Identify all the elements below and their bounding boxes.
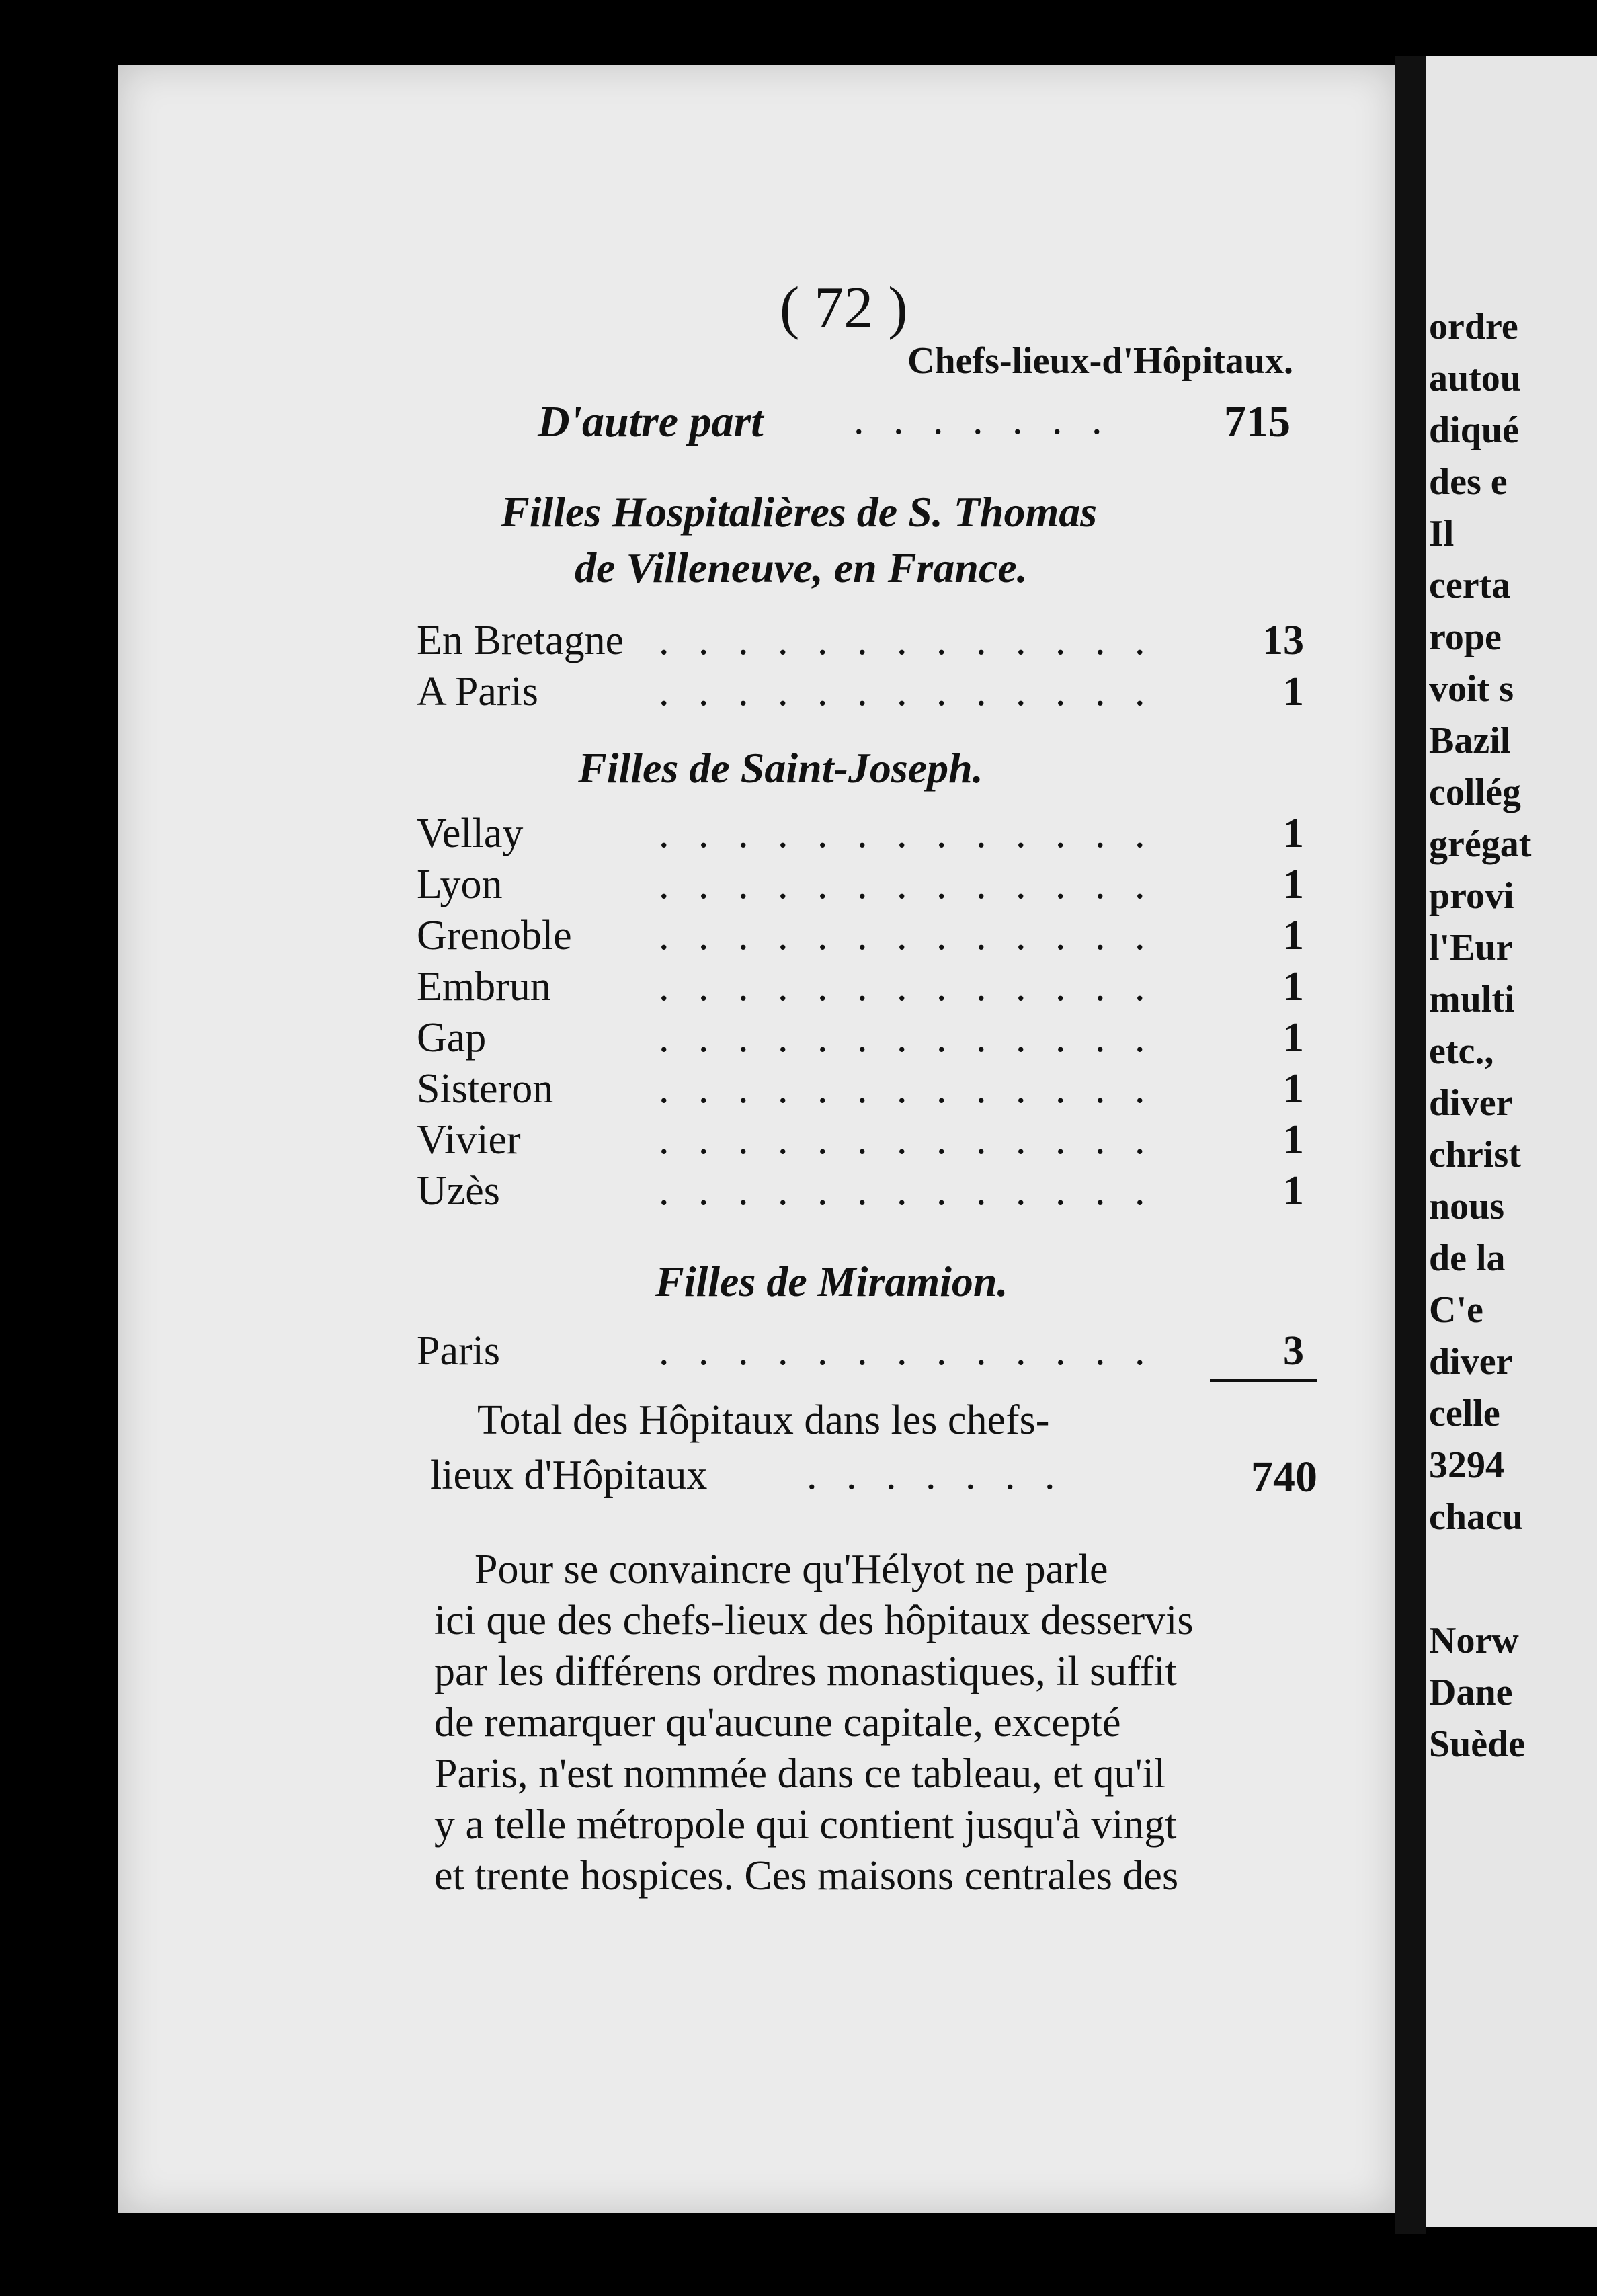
place-name: Sisteron <box>417 1066 554 1112</box>
place-name: Vivier <box>417 1117 521 1163</box>
ledger-row <box>417 963 1304 1014</box>
facing-page-fragment: autou <box>1429 358 1521 399</box>
hospital-count: 1 <box>1283 964 1304 1010</box>
place-name: A Paris <box>417 669 538 714</box>
place-name: Vellay <box>417 811 524 856</box>
paragraph-line: Paris, n'est nommée dans ce tableau, et qu'il <box>434 1751 1166 1797</box>
ledger-row <box>417 617 1304 668</box>
facing-page-fragment: de la <box>1429 1237 1506 1279</box>
hospital-count: 3 <box>1283 1328 1304 1374</box>
hospital-count: 1 <box>1283 669 1304 714</box>
dot-leader: . . . . . . . . . . . . . <box>659 964 1155 1010</box>
ledger-row <box>417 912 1304 963</box>
facing-page-fragment: rope <box>1429 616 1502 658</box>
dot-leader: . . . . . . . . . . . . . <box>659 1015 1155 1061</box>
place-name: Paris <box>417 1328 500 1374</box>
paragraph-line: y a telle métropole qui contient jusqu'à vingt <box>434 1802 1177 1848</box>
dot-leader: . . . . . . . . . . . . . <box>659 862 1155 907</box>
hospital-count: 1 <box>1283 811 1304 856</box>
dot-leader: . . . . . . . . . . . . . <box>659 1168 1155 1214</box>
facing-page-fragment: chacu <box>1429 1496 1523 1538</box>
facing-page-fragment: provi <box>1429 875 1514 917</box>
facing-page-fragment: celle <box>1429 1393 1500 1434</box>
dot-leader: . . . . . . . . . . . . . <box>659 1066 1155 1112</box>
place-name: En Bretagne <box>417 618 624 663</box>
place-name: Uzès <box>417 1168 500 1214</box>
hospital-count: 1 <box>1283 1015 1304 1061</box>
facing-page-fragment: diver <box>1429 1082 1513 1124</box>
hospital-count: 1 <box>1283 913 1304 958</box>
facing-page-fragment: voit s <box>1429 668 1514 710</box>
place-name: Lyon <box>417 862 503 907</box>
total-value: 740 <box>1251 1452 1317 1502</box>
dot-leader: . . . . . . . . . . . . . <box>659 618 1155 663</box>
dot-leader: . . . . . . . . . . . . . <box>659 811 1155 856</box>
total-line-1: Total des Hôpitaux dans les chefs- <box>477 1397 1050 1443</box>
hospital-count: 1 <box>1283 862 1304 907</box>
hospital-count: 1 <box>1283 1168 1304 1214</box>
paragraph-line: Pour se convaincre qu'Hélyot ne parle <box>475 1547 1108 1592</box>
total-row <box>430 1452 1317 1503</box>
facing-page-fragment: C'e <box>1429 1289 1483 1331</box>
hospital-count: 1 <box>1283 1066 1304 1112</box>
ledger-row <box>417 1327 1304 1379</box>
facing-page-fragment: diver <box>1429 1341 1513 1383</box>
ledger-row <box>417 668 1304 719</box>
ledger-row <box>417 861 1304 912</box>
book-gutter <box>1395 56 1426 2234</box>
place-name: Gap <box>417 1015 487 1061</box>
facing-page-fragment: diqué <box>1429 409 1519 451</box>
dot-leader: . . . . . . . . . . . . . <box>659 913 1155 958</box>
dot-leader: . . . . . . . . . . . . . <box>659 1328 1155 1374</box>
section-title: Filles de Miramion. <box>655 1258 1008 1305</box>
facing-page-fragment: Dane <box>1429 1672 1513 1713</box>
paragraph-line: de remarquer qu'aucune capitale, excepté <box>434 1700 1121 1746</box>
dot-leader: . . . . . . . . . . . . . <box>659 669 1155 714</box>
ledger-row <box>417 1116 1304 1167</box>
dot-leader: . . . . . . . <box>854 397 1112 443</box>
ledger-row <box>417 1167 1304 1219</box>
facing-page-fragment: 3294 <box>1429 1444 1504 1486</box>
facing-page <box>1426 56 1597 2227</box>
facing-page-fragment: grégat <box>1429 823 1532 865</box>
facing-page-fragment: Il <box>1429 513 1455 555</box>
facing-page-fragment: l'Eur <box>1429 927 1513 969</box>
carry-forward-value: 715 <box>1224 397 1291 446</box>
facing-page-fragment: Norw <box>1429 1620 1519 1662</box>
page-number: ( 72 ) <box>780 276 908 341</box>
facing-page-fragment: christ <box>1429 1134 1521 1176</box>
facing-page-fragment: multi <box>1429 979 1515 1020</box>
carry-forward-label: D'autre part <box>538 397 764 446</box>
facing-page-fragment: collég <box>1429 772 1521 813</box>
facing-page-fragment: Bazil <box>1429 720 1511 762</box>
facing-page-fragment: ordre <box>1429 306 1518 347</box>
sum-rule <box>1210 1379 1317 1382</box>
paragraph-line: par les différens ordres monastiques, il suffit <box>434 1649 1177 1694</box>
ledger-row <box>417 1065 1304 1116</box>
hospital-count: 1 <box>1283 1117 1304 1163</box>
ledger-row <box>417 1014 1304 1065</box>
carry-forward-row <box>538 397 1291 448</box>
ledger-row <box>417 810 1304 861</box>
facing-page-fragment: des e <box>1429 461 1508 503</box>
dot-leader: . . . . . . . . . . . . . <box>659 1117 1155 1163</box>
facing-page-fragment: Suède <box>1429 1723 1526 1765</box>
paragraph-line: et trente hospices. Ces maisons centrales des <box>434 1853 1179 1899</box>
section-title: Filles Hospitalières de S. Thomas <box>501 488 1098 536</box>
hospital-count: 13 <box>1262 618 1304 663</box>
running-head: Chefs-lieux-d'Hôpitaux. <box>907 340 1294 382</box>
facing-page-fragment: nous <box>1429 1186 1505 1227</box>
total-line-2: lieux d'Hôpitaux <box>430 1452 708 1498</box>
dot-leader: . . . . . . . <box>807 1452 1065 1498</box>
place-name: Grenoble <box>417 913 572 958</box>
section-title: Filles de Saint-Joseph. <box>578 744 983 792</box>
facing-page-fragment: etc., <box>1429 1030 1494 1072</box>
facing-page-fragment: certa <box>1429 565 1511 606</box>
place-name: Embrun <box>417 964 551 1010</box>
paragraph-line: ici que des chefs-lieux des hôpitaux desservis <box>434 1598 1194 1643</box>
section-title: de Villeneuve, en France. <box>575 544 1028 591</box>
